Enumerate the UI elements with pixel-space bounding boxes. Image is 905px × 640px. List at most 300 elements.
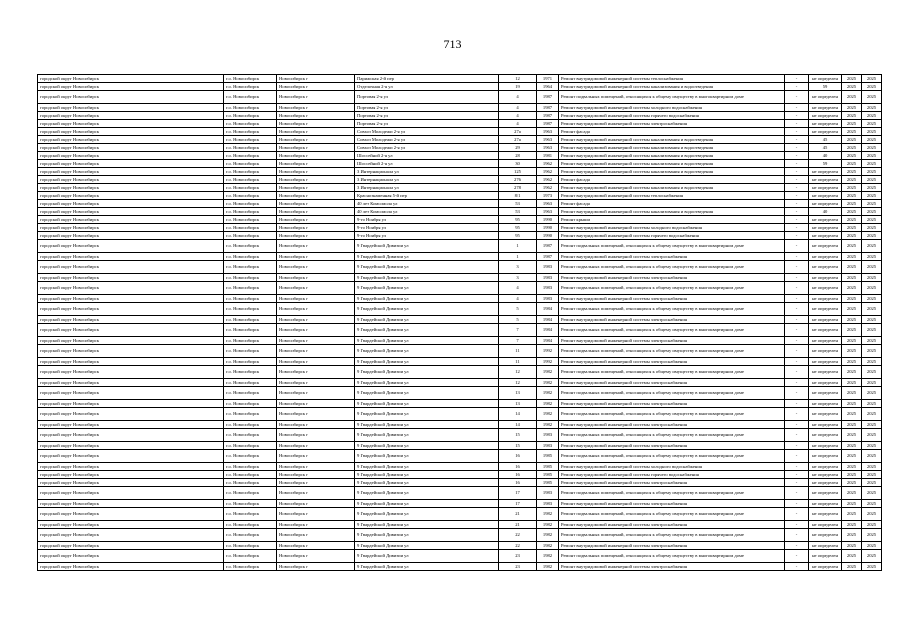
street-cell: 3 Интернационала ул: [355, 176, 499, 184]
cost-cell: не определен: [809, 104, 842, 112]
municipal-formation-cell: г.о. Новосибирск: [224, 387, 277, 400]
end-year-cell: 2025: [862, 429, 882, 442]
locality-cell: Новосибирск г: [277, 345, 355, 358]
cost-cell: не определен: [809, 400, 842, 408]
municipal-formation-cell: г.о. Новосибирск: [224, 75, 277, 83]
work-type-cell: Ремонт внутридомовой инженерной системы холодного водоснабжения: [559, 463, 785, 471]
table-row: [38, 136, 882, 144]
house-number-cell: 4: [499, 120, 537, 128]
cost-cell: не определен: [809, 295, 842, 303]
work-type-cell: Ремонт внутридомовой инженерной системы электроснабжения: [559, 379, 785, 387]
dash-cell: -: [785, 324, 809, 337]
work-type-cell: Ремонт внутридомовой инженерной системы электроснабжения: [559, 521, 785, 529]
house-number-cell: 1: [499, 253, 537, 261]
dash-cell: -: [785, 303, 809, 316]
start-year-cell: 2025: [842, 136, 862, 144]
build-year-cell: 1963: [537, 128, 559, 136]
cost-cell: не определен: [809, 216, 842, 224]
house-number-cell: 4: [499, 112, 537, 120]
municipal-formation-cell: г.о. Новосибирск: [224, 224, 277, 232]
locality-cell: Новосибирск г: [277, 471, 355, 479]
cost-cell: не определен: [809, 261, 842, 274]
work-type-cell: Ремонт внутридомовой инженерной системы холодного водоснабжения: [559, 104, 785, 112]
house-number-cell: 23: [499, 550, 537, 563]
house-number-cell: 53: [499, 208, 537, 216]
work-type-cell: Ремонт крыши: [559, 216, 785, 224]
build-year-cell: 1962: [537, 176, 559, 184]
table-row: [38, 487, 882, 500]
start-year-cell: 2025: [842, 408, 862, 421]
dash-cell: -: [785, 160, 809, 168]
street-cell: 9 Гвардейской Дивизии ул: [355, 261, 499, 274]
municipal-district-cell: городской округ Новосибирск: [38, 240, 224, 253]
municipal-district-cell: городской округ Новосибирск: [38, 184, 224, 192]
dash-cell: -: [785, 479, 809, 487]
municipal-formation-cell: г.о. Новосибирск: [224, 500, 277, 508]
build-year-cell: 1982: [537, 408, 559, 421]
dash-cell: -: [785, 529, 809, 542]
cost-cell: 59: [809, 83, 842, 91]
end-year-cell: 2025: [862, 345, 882, 358]
start-year-cell: 2025: [842, 168, 862, 176]
house-number-cell: 125: [499, 168, 537, 176]
locality-cell: Новосибирск г: [277, 521, 355, 529]
end-year-cell: 2025: [862, 192, 882, 200]
municipal-district-cell: городской округ Новосибирск: [38, 500, 224, 508]
end-year-cell: 2025: [862, 168, 882, 176]
build-year-cell: 1981: [537, 152, 559, 160]
municipal-formation-cell: г.о. Новосибирск: [224, 563, 277, 571]
cost-cell: не определен: [809, 358, 842, 366]
dash-cell: -: [785, 112, 809, 120]
municipal-district-cell: городской округ Новосибирск: [38, 104, 224, 112]
work-type-cell: Ремонт подвальных помещений, относящихся к общему имуществу в многоквартирном доме: [559, 487, 785, 500]
street-cell: 40 лет Комсомола ул: [355, 200, 499, 208]
works-table: [37, 74, 882, 571]
municipal-district-cell: городской округ Новосибирск: [38, 358, 224, 366]
municipal-district-cell: городской округ Новосибирск: [38, 274, 224, 282]
locality-cell: Новосибирск г: [277, 550, 355, 563]
municipal-district-cell: городской округ Новосибирск: [38, 387, 224, 400]
locality-cell: Новосибирск г: [277, 160, 355, 168]
municipal-district-cell: городской округ Новосибирск: [38, 144, 224, 152]
municipal-formation-cell: г.о. Новосибирск: [224, 295, 277, 303]
dash-cell: -: [785, 429, 809, 442]
work-type-cell: Ремонт внутридомовой инженерной системы холодного водоснабжения: [559, 224, 785, 232]
table-row: [38, 408, 882, 421]
municipal-formation-cell: г.о. Новосибирск: [224, 136, 277, 144]
dash-cell: -: [785, 176, 809, 184]
table-row: [38, 200, 882, 208]
end-year-cell: 2025: [862, 400, 882, 408]
municipal-formation-cell: г.о. Новосибирск: [224, 120, 277, 128]
build-year-cell: 1987: [537, 104, 559, 112]
cost-cell: не определен: [809, 442, 842, 450]
house-number-cell: 3: [499, 274, 537, 282]
dash-cell: -: [785, 168, 809, 176]
locality-cell: Новосибирск г: [277, 408, 355, 421]
municipal-formation-cell: г.о. Новосибирск: [224, 345, 277, 358]
end-year-cell: 2025: [862, 324, 882, 337]
build-year-cell: 1964: [537, 83, 559, 91]
municipal-district-cell: городской округ Новосибирск: [38, 316, 224, 324]
build-year-cell: 1983: [537, 295, 559, 303]
table-row: [38, 550, 882, 563]
municipal-district-cell: городской округ Новосибирск: [38, 112, 224, 120]
table-row: [38, 144, 882, 152]
start-year-cell: 2025: [842, 471, 862, 479]
cost-cell: не определен: [809, 240, 842, 253]
end-year-cell: 2025: [862, 184, 882, 192]
start-year-cell: 2025: [842, 345, 862, 358]
build-year-cell: 1990: [537, 216, 559, 224]
build-year-cell: 1973: [537, 192, 559, 200]
street-cell: 9 Гвардейской Дивизии ул: [355, 563, 499, 571]
house-number-cell: 21: [499, 508, 537, 521]
street-cell: 9 Гвардейской Дивизии ул: [355, 337, 499, 345]
locality-cell: Новосибирск г: [277, 104, 355, 112]
dash-cell: -: [785, 184, 809, 192]
locality-cell: Новосибирск г: [277, 75, 355, 83]
locality-cell: Новосибирск г: [277, 232, 355, 240]
table-row: [38, 274, 882, 282]
build-year-cell: 1983: [537, 442, 559, 450]
start-year-cell: 2025: [842, 500, 862, 508]
end-year-cell: 2025: [862, 471, 882, 479]
municipal-formation-cell: г.о. Новосибирск: [224, 168, 277, 176]
build-year-cell: 1985: [537, 479, 559, 487]
house-number-cell: 95: [499, 224, 537, 232]
municipal-district-cell: городской округ Новосибирск: [38, 521, 224, 529]
work-type-cell: Ремонт внутридомовой инженерной системы электроснабжения: [559, 542, 785, 550]
municipal-formation-cell: г.о. Новосибирск: [224, 400, 277, 408]
work-type-cell: Ремонт внутридомовой инженерной системы канализования и водоотведения: [559, 160, 785, 168]
dash-cell: -: [785, 442, 809, 450]
cost-cell: не определен: [809, 379, 842, 387]
work-type-cell: Ремонт внутридомовой инженерной системы электроснабжения: [559, 253, 785, 261]
locality-cell: Новосибирск г: [277, 200, 355, 208]
municipal-district-cell: городской округ Новосибирск: [38, 303, 224, 316]
build-year-cell: 1983: [537, 274, 559, 282]
start-year-cell: 2025: [842, 261, 862, 274]
build-year-cell: 1982: [537, 508, 559, 521]
house-number-cell: 14: [499, 421, 537, 429]
table-row: [38, 208, 882, 216]
table-row: [38, 324, 882, 337]
table-row: [38, 128, 882, 136]
end-year-cell: 2025: [862, 216, 882, 224]
locality-cell: Новосибирск г: [277, 479, 355, 487]
municipal-district-cell: городской округ Новосибирск: [38, 224, 224, 232]
start-year-cell: 2025: [842, 184, 862, 192]
municipal-district-cell: городской округ Новосибирск: [38, 366, 224, 379]
start-year-cell: 2025: [842, 463, 862, 471]
cost-cell: не определен: [809, 408, 842, 421]
house-number-cell: 1: [499, 240, 537, 253]
start-year-cell: 2025: [842, 128, 862, 136]
end-year-cell: 2025: [862, 144, 882, 152]
dash-cell: -: [785, 421, 809, 429]
locality-cell: Новосибирск г: [277, 274, 355, 282]
build-year-cell: 1963: [537, 144, 559, 152]
street-cell: 9 Гвардейской Дивизии ул: [355, 550, 499, 563]
municipal-formation-cell: г.о. Новосибирск: [224, 471, 277, 479]
table-row: [38, 366, 882, 379]
locality-cell: Новосибирск г: [277, 295, 355, 303]
street-cell: 9 Гвардейской Дивизии ул: [355, 358, 499, 366]
street-cell: Шоссейной 2-я ул: [355, 152, 499, 160]
build-year-cell: 1985: [537, 463, 559, 471]
municipal-formation-cell: г.о. Новосибирск: [224, 216, 277, 224]
house-number-cell: 13: [499, 400, 537, 408]
table-row: [38, 542, 882, 550]
cost-cell: не определен: [809, 529, 842, 542]
build-year-cell: 1987: [537, 240, 559, 253]
cost-cell: не определен: [809, 128, 842, 136]
cost-cell: не определен: [809, 508, 842, 521]
street-cell: 9 Гвардейской Дивизии ул: [355, 429, 499, 442]
table-row: [38, 500, 882, 508]
cost-cell: 45: [809, 144, 842, 152]
street-cell: 9 Гвардейской Дивизии ул: [355, 479, 499, 487]
table-row: [38, 224, 882, 232]
table-row: [38, 442, 882, 450]
municipal-formation-cell: г.о. Новосибирск: [224, 442, 277, 450]
end-year-cell: 2025: [862, 408, 882, 421]
municipal-formation-cell: г.о. Новосибирск: [224, 521, 277, 529]
municipal-district-cell: городской округ Новосибирск: [38, 471, 224, 479]
start-year-cell: 2025: [842, 112, 862, 120]
municipal-district-cell: городской округ Новосибирск: [38, 442, 224, 450]
house-number-cell: 14: [499, 408, 537, 421]
municipal-district-cell: городской округ Новосибирск: [38, 400, 224, 408]
start-year-cell: 2025: [842, 337, 862, 345]
municipal-formation-cell: г.о. Новосибирск: [224, 324, 277, 337]
build-year-cell: 1983: [537, 261, 559, 274]
table-row: [38, 463, 882, 471]
build-year-cell: 1982: [537, 421, 559, 429]
start-year-cell: 2025: [842, 421, 862, 429]
start-year-cell: 2025: [842, 160, 862, 168]
build-year-cell: 1987: [537, 253, 559, 261]
locality-cell: Новосибирск г: [277, 144, 355, 152]
start-year-cell: 2025: [842, 563, 862, 571]
municipal-formation-cell: г.о. Новосибирск: [224, 91, 277, 104]
locality-cell: Новосибирск г: [277, 253, 355, 261]
street-cell: 9 Гвардейской Дивизии ул: [355, 366, 499, 379]
table-row: [38, 316, 882, 324]
street-cell: 9 Гвардейской Дивизии ул: [355, 345, 499, 358]
build-year-cell: 1971: [537, 75, 559, 83]
end-year-cell: 2025: [862, 463, 882, 471]
dash-cell: -: [785, 487, 809, 500]
dash-cell: -: [785, 120, 809, 128]
work-type-cell: Ремонт внутридомовой инженерной системы электроснабжения: [559, 479, 785, 487]
house-number-cell: 28: [499, 152, 537, 160]
municipal-formation-cell: г.о. Новосибирск: [224, 240, 277, 253]
table-row: [38, 112, 882, 120]
cost-cell: не определен: [809, 91, 842, 104]
cost-cell: не определен: [809, 112, 842, 120]
table-row: [38, 282, 882, 295]
work-type-cell: Ремонт подвальных помещений, относящихся к общему имуществу в многоквартирном доме: [559, 366, 785, 379]
table-row: [38, 471, 882, 479]
end-year-cell: 2025: [862, 224, 882, 232]
house-number-cell: 95: [499, 216, 537, 224]
municipal-district-cell: городской округ Новосибирск: [38, 529, 224, 542]
house-number-cell: 19: [499, 83, 537, 91]
table-row: [38, 400, 882, 408]
end-year-cell: 2025: [862, 508, 882, 521]
cost-cell: не определен: [809, 200, 842, 208]
end-year-cell: 2025: [862, 500, 882, 508]
end-year-cell: 2025: [862, 200, 882, 208]
street-cell: 9 Гвардейской Дивизии ул: [355, 400, 499, 408]
cost-cell: не определен: [809, 550, 842, 563]
locality-cell: Новосибирск г: [277, 358, 355, 366]
street-cell: 9 Гвардейской Дивизии ул: [355, 253, 499, 261]
locality-cell: Новосибирск г: [277, 83, 355, 91]
locality-cell: Новосибирск г: [277, 152, 355, 160]
municipal-district-cell: городской округ Новосибирск: [38, 192, 224, 200]
cost-cell: не определен: [809, 521, 842, 529]
street-cell: 3 Интернационала ул: [355, 184, 499, 192]
dash-cell: -: [785, 508, 809, 521]
locality-cell: Новосибирск г: [277, 442, 355, 450]
work-type-cell: Ремонт внутридомовой инженерной системы электроснабжения: [559, 563, 785, 571]
cost-cell: не определен: [809, 366, 842, 379]
table-row: [38, 337, 882, 345]
street-cell: 9 Гвардейской Дивизии ул: [355, 240, 499, 253]
street-cell: 9 Гвардейской Дивизии ул: [355, 274, 499, 282]
table-row: [38, 168, 882, 176]
work-type-cell: Ремонт внутридомовой инженерной системы канализования и водоотведения: [559, 136, 785, 144]
work-type-cell: Ремонт внутридомовой инженерной системы горячего водоснабжения: [559, 232, 785, 240]
municipal-district-cell: городской округ Новосибирск: [38, 216, 224, 224]
work-type-cell: Ремонт подвальных помещений, относящихся к общему имуществу в многоквартирном доме: [559, 529, 785, 542]
table-row: [38, 240, 882, 253]
house-number-cell: 8/1: [499, 192, 537, 200]
end-year-cell: 2025: [862, 337, 882, 345]
table-row: [38, 429, 882, 442]
street-cell: 9 Гвардейской Дивизии ул: [355, 450, 499, 463]
table-row: [38, 216, 882, 224]
work-type-cell: Ремонт внутридомовой инженерной системы канализования и водоотведения: [559, 184, 785, 192]
dash-cell: -: [785, 274, 809, 282]
build-year-cell: 1982: [537, 563, 559, 571]
municipal-formation-cell: г.о. Новосибирск: [224, 508, 277, 521]
municipal-district-cell: городской округ Новосибирск: [38, 487, 224, 500]
house-number-cell: 4: [499, 91, 537, 104]
street-cell: Шоссейной 2-я ул: [355, 160, 499, 168]
street-cell: Портовая 2-я ул: [355, 112, 499, 120]
dash-cell: -: [785, 366, 809, 379]
cost-cell: не определен: [809, 184, 842, 192]
dash-cell: -: [785, 379, 809, 387]
end-year-cell: 2025: [862, 421, 882, 429]
end-year-cell: 2025: [862, 358, 882, 366]
cost-cell: не определен: [809, 168, 842, 176]
build-year-cell: 1983: [537, 282, 559, 295]
start-year-cell: 2025: [842, 521, 862, 529]
build-year-cell: 1984: [537, 303, 559, 316]
house-number-cell: 30: [499, 160, 537, 168]
table-body: [38, 75, 882, 571]
work-type-cell: Ремонт внутридомовой инженерной системы горячего водоснабжения: [559, 112, 785, 120]
street-cell: 9 Гвардейской Дивизии ул: [355, 282, 499, 295]
locality-cell: Новосибирск г: [277, 324, 355, 337]
dash-cell: -: [785, 337, 809, 345]
dash-cell: -: [785, 75, 809, 83]
work-type-cell: Ремонт внутридомовой инженерной системы электроснабжения: [559, 316, 785, 324]
street-cell: 9 Гвардейской Дивизии ул: [355, 471, 499, 479]
street-cell: Отделочная 2-я ул: [355, 83, 499, 91]
start-year-cell: 2025: [842, 253, 862, 261]
build-year-cell: 1987: [537, 120, 559, 128]
build-year-cell: 1982: [537, 366, 559, 379]
locality-cell: Новосибирск г: [277, 508, 355, 521]
house-number-cell: 15: [499, 442, 537, 450]
locality-cell: Новосибирск г: [277, 500, 355, 508]
start-year-cell: 2025: [842, 120, 862, 128]
table-row: [38, 152, 882, 160]
build-year-cell: 1990: [537, 224, 559, 232]
street-cell: 9 Гвардейской Дивизии ул: [355, 529, 499, 542]
municipal-formation-cell: г.о. Новосибирск: [224, 487, 277, 500]
cost-cell: не определен: [809, 282, 842, 295]
house-number-cell: 27а: [499, 136, 537, 144]
cost-cell: не определен: [809, 387, 842, 400]
locality-cell: Новосибирск г: [277, 282, 355, 295]
end-year-cell: 2025: [862, 295, 882, 303]
cost-cell: не определен: [809, 176, 842, 184]
work-type-cell: Ремонт подвальных помещений, относящихся к общему имуществу в многоквартирном доме: [559, 303, 785, 316]
municipal-formation-cell: г.о. Новосибирск: [224, 421, 277, 429]
end-year-cell: 2025: [862, 479, 882, 487]
start-year-cell: 2025: [842, 542, 862, 550]
locality-cell: Новосибирск г: [277, 176, 355, 184]
municipal-formation-cell: г.о. Новосибирск: [224, 160, 277, 168]
work-type-cell: Ремонт внутридомовой инженерной системы электроснабжения: [559, 421, 785, 429]
cost-cell: не определен: [809, 316, 842, 324]
build-year-cell: 1984: [537, 324, 559, 337]
municipal-formation-cell: г.о. Новосибирск: [224, 303, 277, 316]
cost-cell: не определен: [809, 303, 842, 316]
end-year-cell: 2025: [862, 563, 882, 571]
end-year-cell: 2025: [862, 442, 882, 450]
municipal-formation-cell: г.о. Новосибирск: [224, 479, 277, 487]
start-year-cell: 2025: [842, 358, 862, 366]
municipal-formation-cell: г.о. Новосибирск: [224, 83, 277, 91]
locality-cell: Новосибирск г: [277, 487, 355, 500]
locality-cell: Новосибирск г: [277, 529, 355, 542]
start-year-cell: 2025: [842, 152, 862, 160]
build-year-cell: 1985: [537, 450, 559, 463]
start-year-cell: 2025: [842, 429, 862, 442]
build-year-cell: 1963: [537, 136, 559, 144]
work-type-cell: Ремонт внутридомовой инженерной системы электроснабжения: [559, 274, 785, 282]
municipal-district-cell: городской округ Новосибирск: [38, 152, 224, 160]
locality-cell: Новосибирск г: [277, 421, 355, 429]
house-number-cell: 22: [499, 529, 537, 542]
street-cell: 9 Гвардейской Дивизии ул: [355, 379, 499, 387]
dash-cell: -: [785, 200, 809, 208]
locality-cell: Новосибирск г: [277, 208, 355, 216]
municipal-district-cell: городской округ Новосибирск: [38, 563, 224, 571]
start-year-cell: 2025: [842, 303, 862, 316]
start-year-cell: 2025: [842, 274, 862, 282]
start-year-cell: 2025: [842, 232, 862, 240]
